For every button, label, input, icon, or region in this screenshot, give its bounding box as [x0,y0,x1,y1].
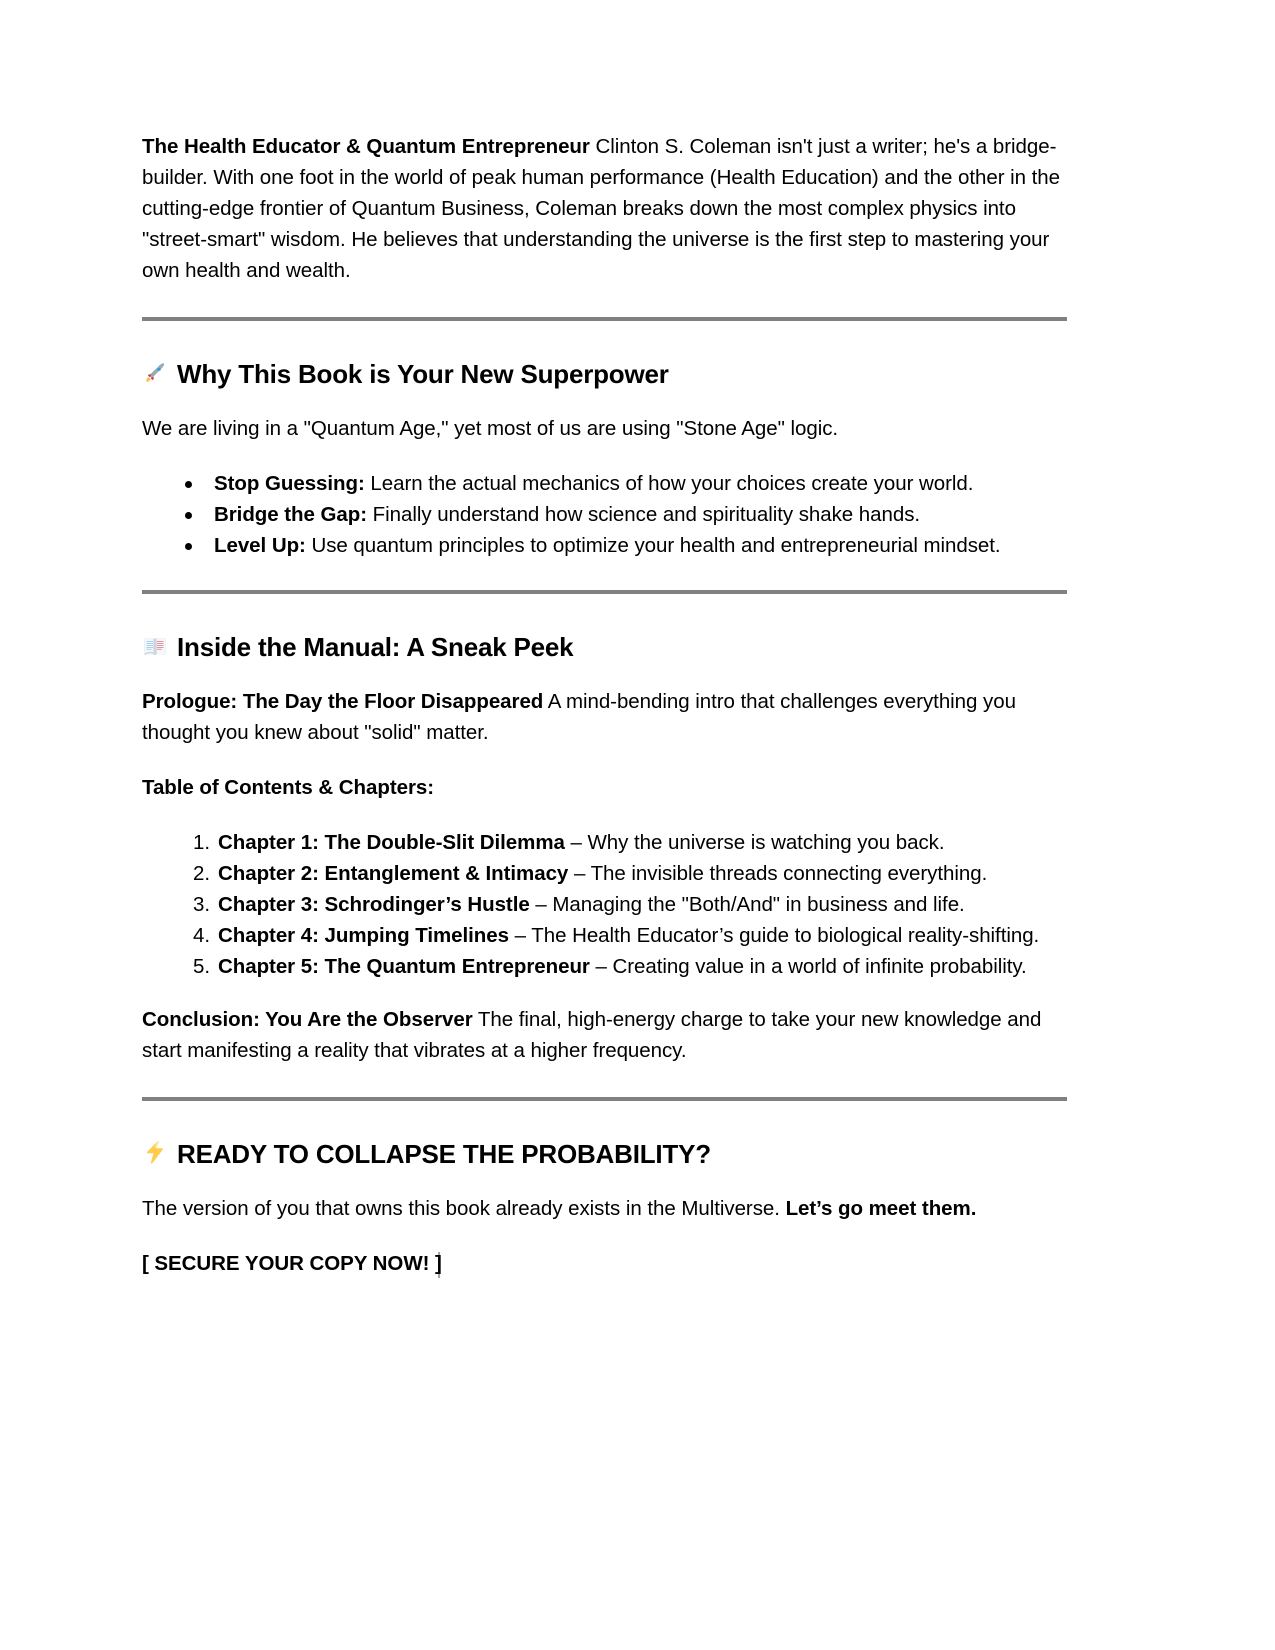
author-intro-lead: The Health Educator & Quantum Entrepreneur [142,135,590,158]
chapter-title: Chapter 4: Jumping Timelines [218,924,509,947]
chapter-title: Chapter 2: Entanglement & Intimacy [218,862,569,885]
heading-inside-the-manual [142,630,1067,664]
chapter-description: – Managing the "Both/And" in business and life. [529,893,965,916]
prologue-paragraph [142,686,1067,748]
conclusion-text: The final, high-energy charge to take your new knowledge and start manifesting a reality that vibrates at a higher frequency. [142,1008,1042,1062]
heading-why-this-book-text: Why This Book is Your New Superpower [177,359,669,389]
heading-ready-to-collapse [142,1137,1067,1171]
toc-label [142,772,1067,803]
bullet-label: Bridge the Gap: [214,503,368,526]
heading-inside-the-manual-text: Inside the Manual: A Sneak Peek [177,632,574,662]
bullet-label: Stop Guessing: [214,472,365,495]
list-item [214,468,1067,499]
author-intro-body: Clinton S. Coleman isn't just a writer; he's a bridge-builder. With one foot in the world of peak human performance (Health Education) and the other in the cutting-edge frontier of Quantum Business, Coleman breaks down the most complex physics into "street-smart" wisdom. He believes that understanding the universe is the first step to mastering your own health and wealth. [142,135,1061,282]
list-item [214,530,1067,561]
toc-label-text: Table of Contents & Chapters: [142,776,435,799]
heading-ready-to-collapse-text: READY TO COLLAPSE THE PROBABILITY? [177,1139,711,1169]
list-item [214,499,1067,530]
list-item [218,858,1067,889]
divider-block-2 [142,561,1067,594]
chapter-list [142,827,1067,982]
chapter-description: – Creating value in a world of infinite probability. [589,955,1027,978]
author-intro-paragraph [142,131,1067,286]
cta-closing-paragraph [142,1193,1067,1224]
prologue-label: Prologue: The Day the Floor Disappeared [142,690,544,713]
quantum-age-lead: We are living in a "Quantum Age," yet most of us are using "Stone Age" logic. [142,417,839,440]
conclusion-paragraph [142,1004,1067,1066]
secure-copy-button-label: [ SECURE YOUR COPY NOW! ] [142,1252,442,1275]
divider-block-1 [142,288,1067,321]
chapter-description: – The Health Educator’s guide to biological reality-shifting. [508,924,1040,947]
rocket-icon [142,360,168,386]
list-item [218,827,1067,858]
cta-closing-bold: Let’s go meet them. [785,1197,977,1220]
list-item [218,889,1067,920]
bullet-label: Level Up: [214,534,306,557]
open-book-icon [142,633,168,659]
bullet-text: Finally understand how science and spirituality shake hands. [367,503,921,526]
superpower-bullet-list [142,468,1067,561]
divider-block-3 [142,1068,1067,1101]
cta-closing-text: The version of you that owns this book already exists in the Multiverse. [142,1197,786,1220]
chapter-title: Chapter 5: The Quantum Entrepreneur [218,955,590,978]
chapter-description: – Why the universe is watching you back. [564,831,945,854]
document-body [142,131,1067,1281]
bullet-text: Learn the actual mechanics of how your choices create your world. [364,472,974,495]
chapter-title: Chapter 1: The Double-Slit Dilemma [218,831,565,854]
bullet-text: Use quantum principles to optimize your health and entrepreneurial mindset. [305,534,1001,557]
list-item [218,951,1067,982]
high-voltage-icon [142,1140,168,1166]
conclusion-label: Conclusion: You Are the Observer [142,1008,473,1031]
list-item [218,920,1067,951]
prologue-text: A mind-bending intro that challenges everything you thought you knew about "solid" matter. [142,690,1016,744]
secure-copy-button[interactable] [142,1248,1067,1279]
chapter-description: – The invisible threads connecting everything. [568,862,988,885]
text-cursor-caret [438,1252,440,1278]
heading-why-this-book [142,357,1067,391]
chapter-title: Chapter 3: Schrodinger’s Hustle [218,893,530,916]
